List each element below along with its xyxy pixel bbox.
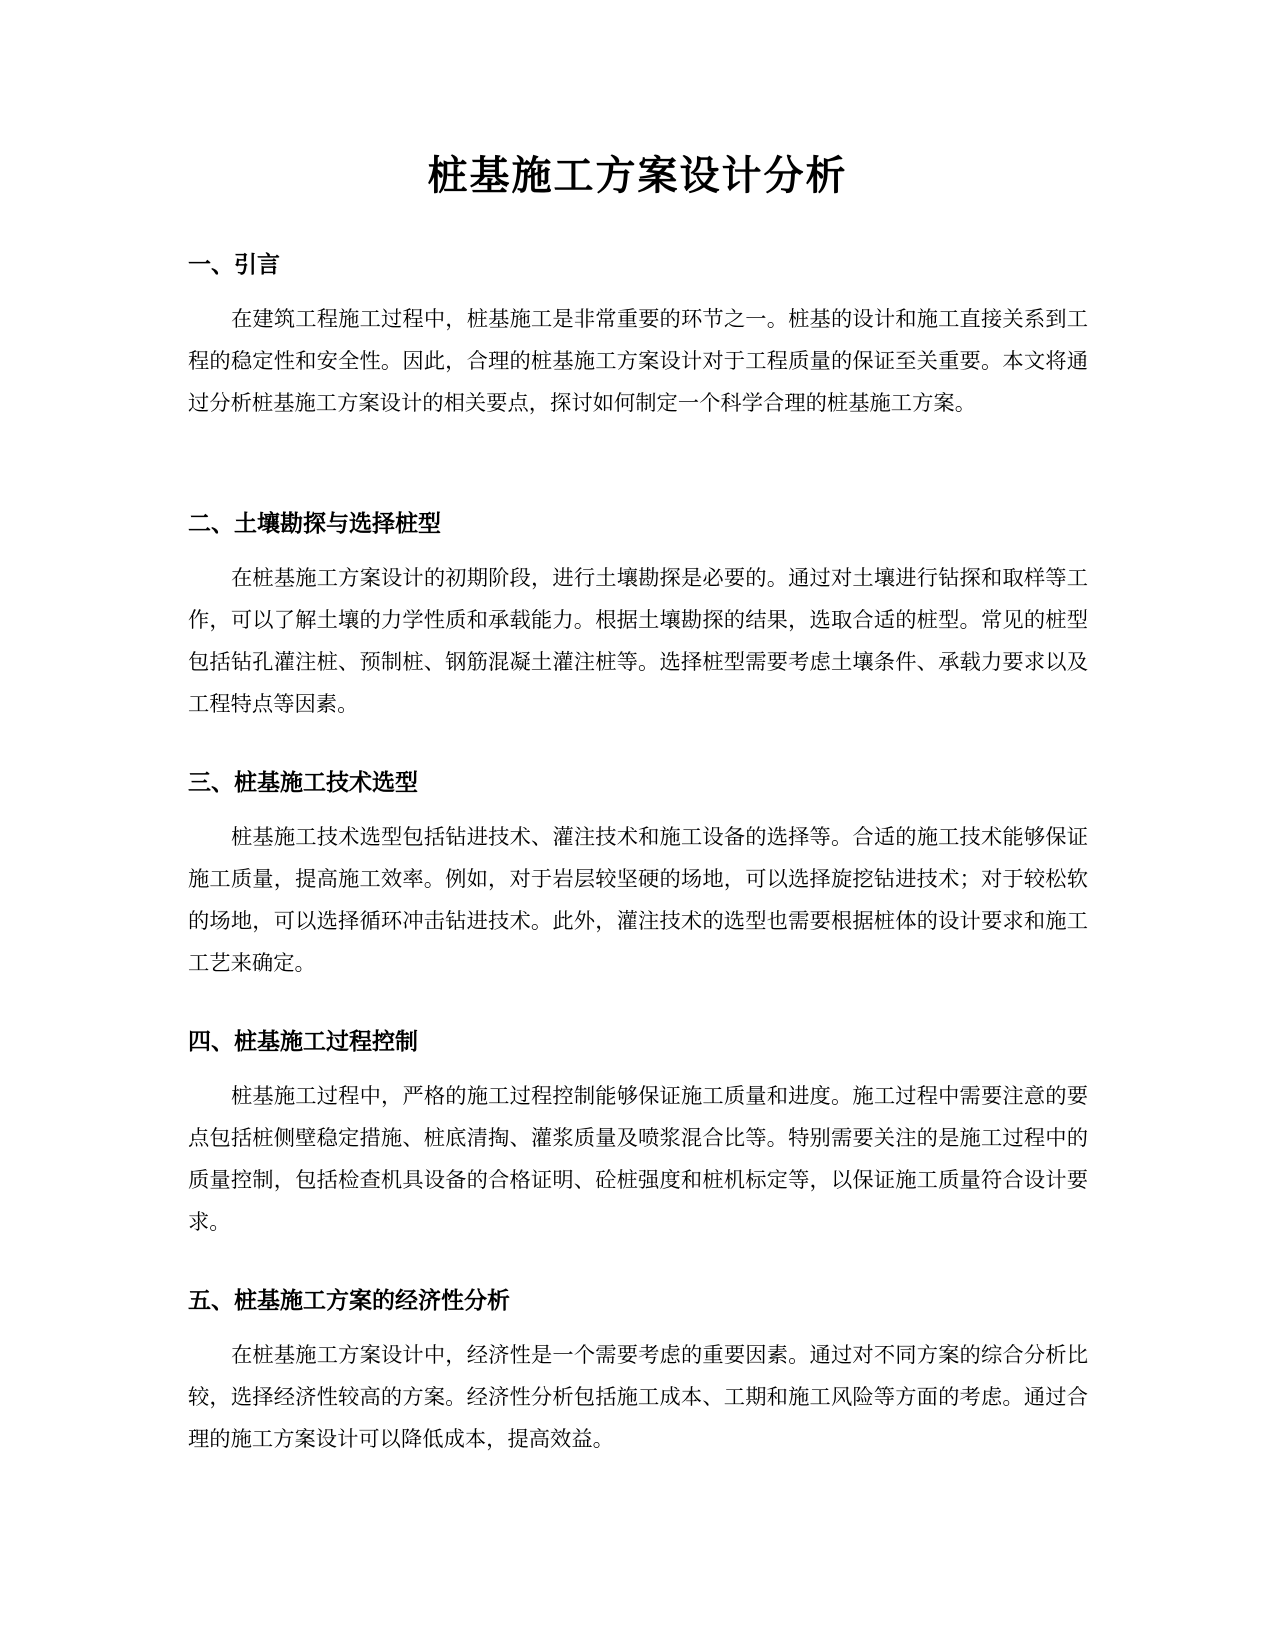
section-paragraph: 桩基施工过程中，严格的施工过程控制能够保证施工质量和进度。施工过程中需要注意的要点包括桩侧壁稳定措施、桩底清掏、灌浆质量及喷浆混合比等。特别需要关注的是施工过程中的质量控制，包括检查机具设备的合格证明、砼桩强度和桩机标定等，以保证施工质量符合设计要求。 xyxy=(188,1084,1088,1235)
section-soil-exploration xyxy=(188,507,1088,726)
section-heading: 五、桩基施工方案的经济性分析 xyxy=(188,1288,510,1314)
section-introduction xyxy=(188,248,1088,425)
section-economic-analysis xyxy=(188,1284,1088,1461)
section-paragraph: 在建筑工程施工过程中，桩基施工是非常重要的环节之一。桩基的设计和施工直接关系到工程的稳定性和安全性。因此，合理的桩基施工方案设计对于工程质量的保证至关重要。本文将通过分析桩基施工方案设计的相关要点，探讨如何制定一个科学合理的桩基施工方案。 xyxy=(188,307,1088,416)
section-paragraph: 在桩基施工方案设计中，经济性是一个需要考虑的重要因素。通过对不同方案的综合分析比较，选择经济性较高的方案。经济性分析包括施工成本、工期和施工风险等方面的考虑。通过合理的施工方案设计可以降低成本，提高效益。 xyxy=(188,1343,1088,1452)
section-technology-selection xyxy=(188,766,1088,985)
section-process-control xyxy=(188,1025,1088,1244)
section-paragraph: 在桩基施工方案设计的初期阶段，进行土壤勘探是必要的。通过对土壤进行钻探和取样等工作，可以了解土壤的力学性质和承载能力。根据土壤勘探的结果，选取合适的桩型。常见的桩型包括钻孔灌注桩、预制桩、钢筋混凝土灌注桩等。选择桩型需要考虑土壤条件、承载力要求以及工程特点等因素。 xyxy=(188,566,1088,717)
section-heading: 三、桩基施工技术选型 xyxy=(188,770,418,796)
section-paragraph: 桩基施工技术选型包括钻进技术、灌注技术和施工设备的选择等。合适的施工技术能够保证施工质量，提高施工效率。例如，对于岩层较坚硬的场地，可以选择旋挖钻进技术；对于较松软的场地，可以选择循环冲击钻进技术。此外，灌注技术的选型也需要根据桩体的设计要求和施工工艺来确定。 xyxy=(188,825,1088,976)
document-title: 桩基施工方案设计分析 xyxy=(427,153,848,199)
section-heading: 二、土壤勘探与选择桩型 xyxy=(188,511,441,537)
section-heading: 一、引言 xyxy=(188,252,280,278)
section-heading: 四、桩基施工过程控制 xyxy=(188,1029,418,1055)
